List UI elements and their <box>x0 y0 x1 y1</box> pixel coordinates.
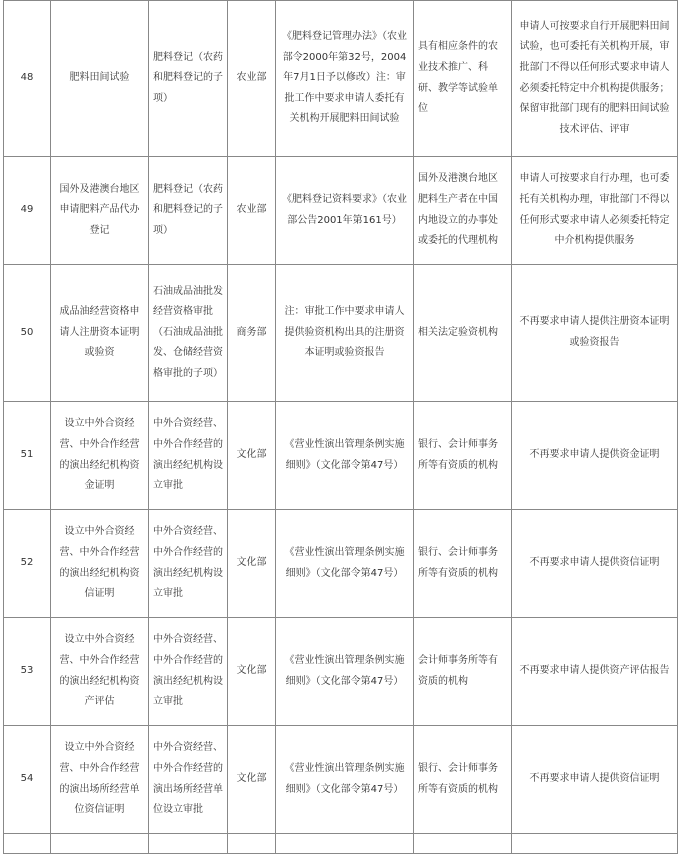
row-number: 51 <box>4 402 51 510</box>
legal-basis: 《营业性演出管理条例实施细则》（文化部令第47号） <box>276 510 414 618</box>
handling-result: 不再要求申请人提供资信证明 <box>512 726 678 834</box>
service-provider: 相关法定验资机构 <box>414 265 512 402</box>
legal-basis: 注：审批工作中要求申请人提供验资机构出具的注册资本证明或验资报告 <box>276 265 414 402</box>
table-row <box>4 618 678 726</box>
approval-item: 中外合资经营、中外合作经营的演出经纪机构设立审批 <box>149 510 228 618</box>
handling-result: 申请人可按要求自行开展肥料田间试验，也可委托有关机构开展，审批部门不得以任何形式要求申请人必须委托特定中介机构提供服务；保留审批部门现有的肥料田间试验技术评估、评审 <box>512 1 678 157</box>
department: 文化部 <box>228 510 276 618</box>
table-body <box>4 1 678 854</box>
department: 农业部 <box>228 1 276 157</box>
row-number: 48 <box>4 1 51 157</box>
service-item: 肥料田间试验 <box>51 1 149 157</box>
table-row-partial <box>4 834 678 854</box>
approval-item: 肥料登记（农药和肥料登记的子项） <box>149 1 228 157</box>
intermediary-services-table <box>3 0 678 854</box>
legal-basis: 《营业性演出管理条例实施细则》（文化部令第47号） <box>276 726 414 834</box>
legal-basis: 《营业性演出管理条例实施细则》（文化部令第47号） <box>276 618 414 726</box>
service-provider: 银行、会计师事务所等有资质的机构 <box>414 402 512 510</box>
legal-basis: 《营业性演出管理条例实施细则》（文化部令第47号） <box>276 402 414 510</box>
legal-basis: 《肥料登记管理办法》（农业部令2000年第32号，2004年7月1日予以修改）注：审批工作中要求申请人委托有关机构开展肥料田间试验 <box>276 1 414 157</box>
row-number: 50 <box>4 265 51 402</box>
row-number: 52 <box>4 510 51 618</box>
department: 商务部 <box>228 265 276 402</box>
row-number: 54 <box>4 726 51 834</box>
handling-result: 不再要求申请人提供资产评估报告 <box>512 618 678 726</box>
approval-item: 中外合资经营、中外合作经营的演出经纪机构设立审批 <box>149 402 228 510</box>
approval-item: 肥料登记（农药和肥料登记的子项） <box>149 157 228 265</box>
approval-item: 石油成品油批发经营资格审批（石油成品油批发、仓储经营资格审批的子项） <box>149 265 228 402</box>
empty-cell <box>228 834 276 854</box>
service-provider: 银行、会计师事务所等有资质的机构 <box>414 510 512 618</box>
service-provider: 会计师事务所等有资质的机构 <box>414 618 512 726</box>
table-row <box>4 726 678 834</box>
department: 文化部 <box>228 402 276 510</box>
service-provider: 国外及港澳台地区肥料生产者在中国内地设立的办事处或委托的代理机构 <box>414 157 512 265</box>
handling-result: 申请人可按要求自行办理，也可委托有关机构办理，审批部门不得以任何形式要求申请人必须委托特定中介机构提供服务 <box>512 157 678 265</box>
service-item: 设立中外合资经营、中外合作经营的演出经纪机构资信证明 <box>51 510 149 618</box>
table-row <box>4 157 678 265</box>
empty-cell <box>512 834 678 854</box>
row-number: 49 <box>4 157 51 265</box>
handling-result: 不再要求申请人提供资金证明 <box>512 402 678 510</box>
table-row <box>4 510 678 618</box>
legal-basis: 《肥料登记资料要求》（农业部公告2001年第161号） <box>276 157 414 265</box>
department: 农业部 <box>228 157 276 265</box>
service-item: 成品油经营资格申请人注册资本证明或验资 <box>51 265 149 402</box>
table-row <box>4 1 678 157</box>
handling-result: 不再要求申请人提供资信证明 <box>512 510 678 618</box>
service-provider: 具有相应条件的农业技术推广、科研、教学等试验单位 <box>414 1 512 157</box>
empty-cell <box>149 834 228 854</box>
empty-cell <box>4 834 51 854</box>
empty-cell <box>414 834 512 854</box>
handling-result: 不再要求申请人提供注册资本证明或验资报告 <box>512 265 678 402</box>
empty-cell <box>276 834 414 854</box>
approval-item: 中外合资经营、中外合作经营的演出经纪机构设立审批 <box>149 618 228 726</box>
approval-item: 中外合资经营、中外合作经营的演出场所经营单位设立审批 <box>149 726 228 834</box>
table-row <box>4 402 678 510</box>
department: 文化部 <box>228 726 276 834</box>
service-item: 设立中外合资经营、中外合作经营的演出经纪机构资金证明 <box>51 402 149 510</box>
row-number: 53 <box>4 618 51 726</box>
department: 文化部 <box>228 618 276 726</box>
service-item: 国外及港澳台地区申请肥料产品代办登记 <box>51 157 149 265</box>
service-item: 设立中外合资经营、中外合作经营的演出场所经营单位资信证明 <box>51 726 149 834</box>
service-provider: 银行、会计师事务所等有资质的机构 <box>414 726 512 834</box>
service-item: 设立中外合资经营、中外合作经营的演出经纪机构资产评估 <box>51 618 149 726</box>
empty-cell <box>51 834 149 854</box>
table-row <box>4 265 678 402</box>
